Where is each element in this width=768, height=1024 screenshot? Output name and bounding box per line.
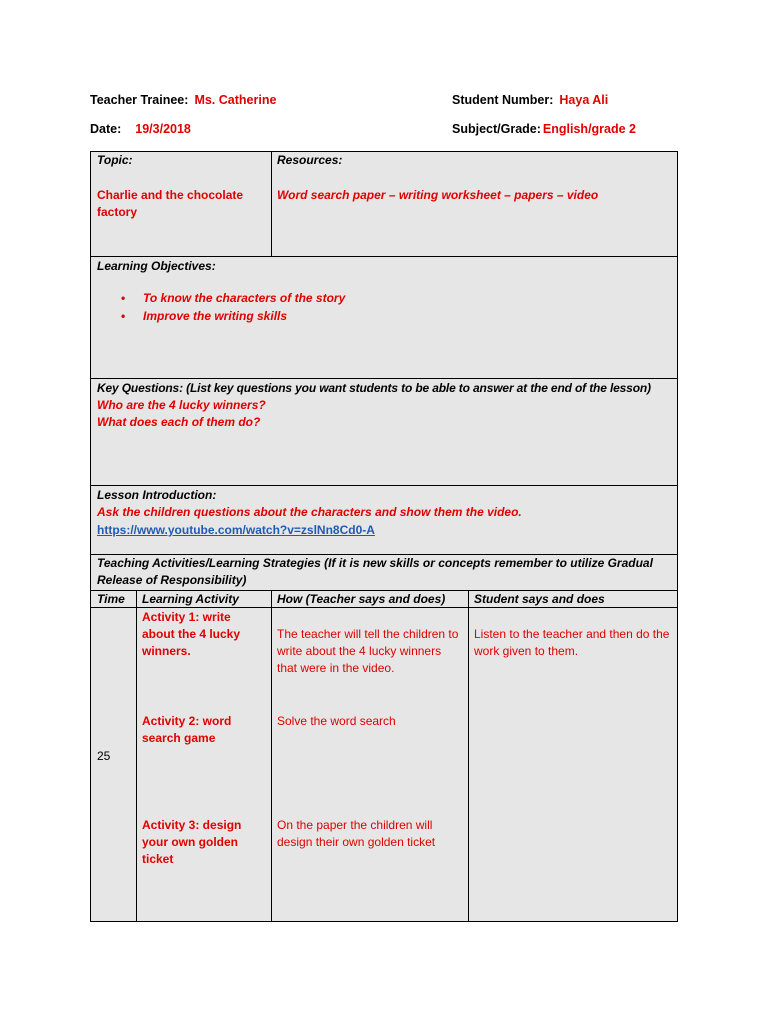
- student-number-label: Student Number:: [452, 93, 554, 107]
- student-number-value: Haya Ali: [559, 93, 609, 107]
- resources-label: Resources:: [277, 153, 343, 167]
- objective-item: • Improve the writing skills: [143, 307, 673, 325]
- table-border: [271, 590, 272, 922]
- how-activity-3: On the paper the children will design their own golden ticket: [277, 818, 436, 849]
- table-border: [271, 151, 272, 256]
- date-label: Date:: [90, 122, 122, 136]
- key-question-item: What does each of them do?: [97, 415, 261, 429]
- table-border: [90, 151, 91, 922]
- column-header-learning-activity: Learning Activity: [142, 592, 239, 606]
- topic-value: Charlie and the chocolate factory: [97, 188, 244, 219]
- learning-objectives-label: Learning Objectives:: [97, 259, 216, 273]
- table-border: [90, 485, 678, 486]
- teaching-activities-label: Teaching Activities/Learning Strategies (If it is new skills or concepts remember to utilize Gradual Release of Responsibility): [97, 556, 653, 587]
- teaching-activities-cell: [97, 555, 673, 589]
- column-header-student: Student says and does: [474, 592, 605, 606]
- topic-cell: [97, 152, 267, 221]
- teacher-trainee-value: Ms. Catherine: [194, 93, 277, 107]
- activity-1: Activity 1: write about the 4 lucky winners.: [142, 610, 241, 658]
- key-question-item: Who are the 4 lucky winners?: [97, 398, 266, 412]
- teacher-trainee-label: Teacher Trainee:: [90, 93, 189, 107]
- time-value: 25: [97, 749, 111, 763]
- key-questions-cell: [97, 380, 675, 431]
- video-link[interactable]: https://www.youtube.com/watch?v=zslNn8Cd0-A: [97, 523, 375, 537]
- subject-grade-label: Subject/Grade:: [452, 122, 541, 136]
- lesson-introduction-cell: [97, 487, 673, 539]
- how-activity-2: Solve the word search: [277, 714, 396, 728]
- lesson-introduction-label: Lesson Introduction:: [97, 488, 217, 502]
- objective-item: • To know the characters of the story: [143, 289, 673, 307]
- how-activity-1: The teacher will tell the children to write about the 4 lucky winners that were in the video.: [277, 627, 459, 675]
- column-header-how: How (Teacher says and does): [277, 592, 446, 606]
- table-border: [468, 590, 469, 922]
- key-questions-label: Key Questions: (List key questions you want students to be able to answer at the end of the lesson): [97, 381, 651, 395]
- table-border: [136, 590, 137, 922]
- table-border: [90, 256, 678, 257]
- lesson-plan-table: [90, 151, 678, 922]
- learning-objectives-cell: [97, 258, 673, 325]
- activity-2: Activity 2: word search game: [142, 714, 232, 745]
- table-border: [677, 151, 678, 922]
- lesson-introduction-text: Ask the children questions about the characters and show them the video.: [97, 505, 522, 519]
- date: [90, 122, 191, 136]
- column-header-time: Time: [97, 592, 125, 606]
- student-number: [452, 93, 608, 107]
- student-says-does: Listen to the teacher and then do the work given to them.: [474, 627, 670, 658]
- resources-cell: [277, 152, 673, 204]
- subject-grade-value: English/grade 2: [542, 122, 637, 136]
- table-border: [90, 921, 678, 922]
- teacher-trainee: [90, 93, 276, 107]
- date-value: 19/3/2018: [135, 122, 191, 136]
- objectives-list: [97, 289, 673, 325]
- resources-value: Word search paper – writing worksheet – papers – video: [277, 188, 599, 202]
- table-border: [90, 378, 678, 379]
- activity-3: Activity 3: design your own golden ticket: [142, 818, 242, 866]
- subject-grade: [452, 122, 636, 136]
- topic-label: Topic:: [97, 153, 133, 167]
